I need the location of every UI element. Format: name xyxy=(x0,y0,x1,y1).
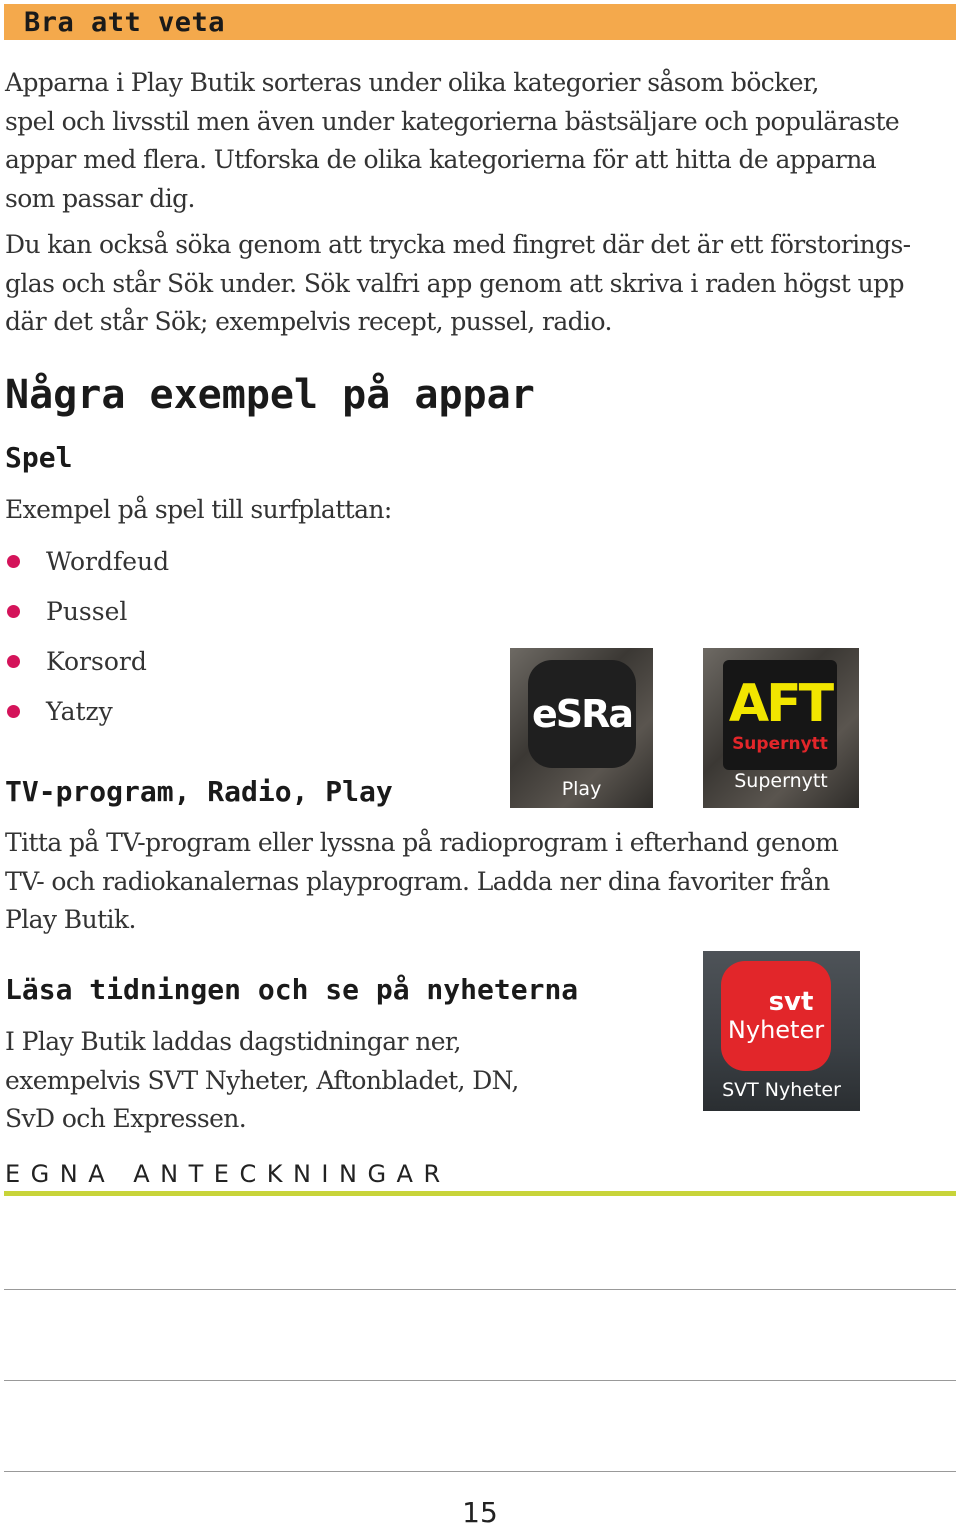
aftonbladet-supernytt-icon xyxy=(723,660,837,770)
text-line: där det står Sök; exempelvis recept, pussel, radio. xyxy=(5,307,612,336)
text-line: som passar dig. xyxy=(5,183,195,213)
app-logo-subtext: Supernytt xyxy=(732,734,828,754)
text-line: Play Butik. xyxy=(5,905,136,934)
note-line xyxy=(4,1471,956,1472)
text-line: SvD och Expressen. xyxy=(5,1104,247,1133)
list-item-label: Wordfeud xyxy=(46,547,170,576)
page-number: 15 xyxy=(462,1496,498,1529)
svt-play-icon xyxy=(528,660,636,768)
list-item xyxy=(0,540,169,590)
games-heading: Spel xyxy=(5,441,73,474)
app-tile-supernytt xyxy=(703,648,859,808)
list-item-label: Pussel xyxy=(46,597,128,626)
intro-paragraph-2 xyxy=(5,226,911,342)
list-item-label: Korsord xyxy=(46,647,147,676)
games-intro xyxy=(5,491,392,530)
app-logo-text: svt xyxy=(768,987,814,1017)
app-label: SVT Nyheter xyxy=(722,1079,841,1101)
text-line: appar med flera. Utforska de olika kategorierna för att hitta de apparna xyxy=(5,145,877,174)
app-label: Supernytt xyxy=(734,770,828,792)
news-paragraph xyxy=(5,1023,519,1139)
text-line: I Play Butik laddas dagstidningar ner, xyxy=(5,1027,461,1056)
text-line: Titta på TV-program eller lyssna på radioprogram i efterhand genom xyxy=(5,828,839,857)
app-logo-text: AFT xyxy=(728,674,832,734)
text-line: TV- och radiokanalernas playprogram. Ladda ner dina favoriter från xyxy=(5,866,830,896)
notes-title: EGNA ANTECKNINGAR xyxy=(5,1160,451,1188)
note-line xyxy=(4,1289,956,1290)
bullet-icon xyxy=(7,655,20,668)
bullet-icon xyxy=(7,605,20,618)
svt-nyheter-icon xyxy=(721,961,831,1071)
note-line xyxy=(4,1380,956,1381)
list-item-label: Yatzy xyxy=(46,697,113,726)
info-banner xyxy=(4,4,956,40)
notes-divider xyxy=(4,1191,956,1196)
text-line: Exempel på spel till surfplattan: xyxy=(5,495,392,524)
app-tile-svt-nyheter xyxy=(703,951,860,1111)
app-logo-subtext: Nyheter xyxy=(727,1016,825,1044)
bullet-icon xyxy=(7,705,20,718)
text-line: Du kan också söka genom att trycka med fingret där det är ett förstorings- xyxy=(5,230,911,259)
tv-heading: TV-program, Radio, Play xyxy=(5,775,393,808)
bullet-icon xyxy=(7,555,20,568)
news-heading: Läsa tidningen och se på nyheterna xyxy=(5,973,579,1006)
text-line: Apparna i Play Butik sorteras under olika kategorier såsom böcker, xyxy=(5,68,819,97)
intro-paragraph-1 xyxy=(5,64,899,218)
text-line: glas och står Sök under. Sök valfri app genom att skriva i raden högst upp xyxy=(5,268,904,298)
text-line: spel och livsstil men även under kategorierna bästsäljare och populäraste xyxy=(5,106,900,136)
banner-title: Bra att veta xyxy=(24,7,226,38)
list-item xyxy=(0,590,169,640)
examples-heading: Några exempel på appar xyxy=(5,372,535,418)
app-label: Play xyxy=(561,778,602,800)
list-item xyxy=(0,690,169,740)
tv-paragraph xyxy=(5,824,838,940)
text-line: exempelvis SVT Nyheter, Aftonbladet, DN, xyxy=(5,1065,519,1095)
app-tile-svt-play xyxy=(510,648,653,808)
app-logo-text: eSRa xyxy=(531,692,633,736)
games-list xyxy=(0,540,169,740)
list-item xyxy=(0,640,169,690)
